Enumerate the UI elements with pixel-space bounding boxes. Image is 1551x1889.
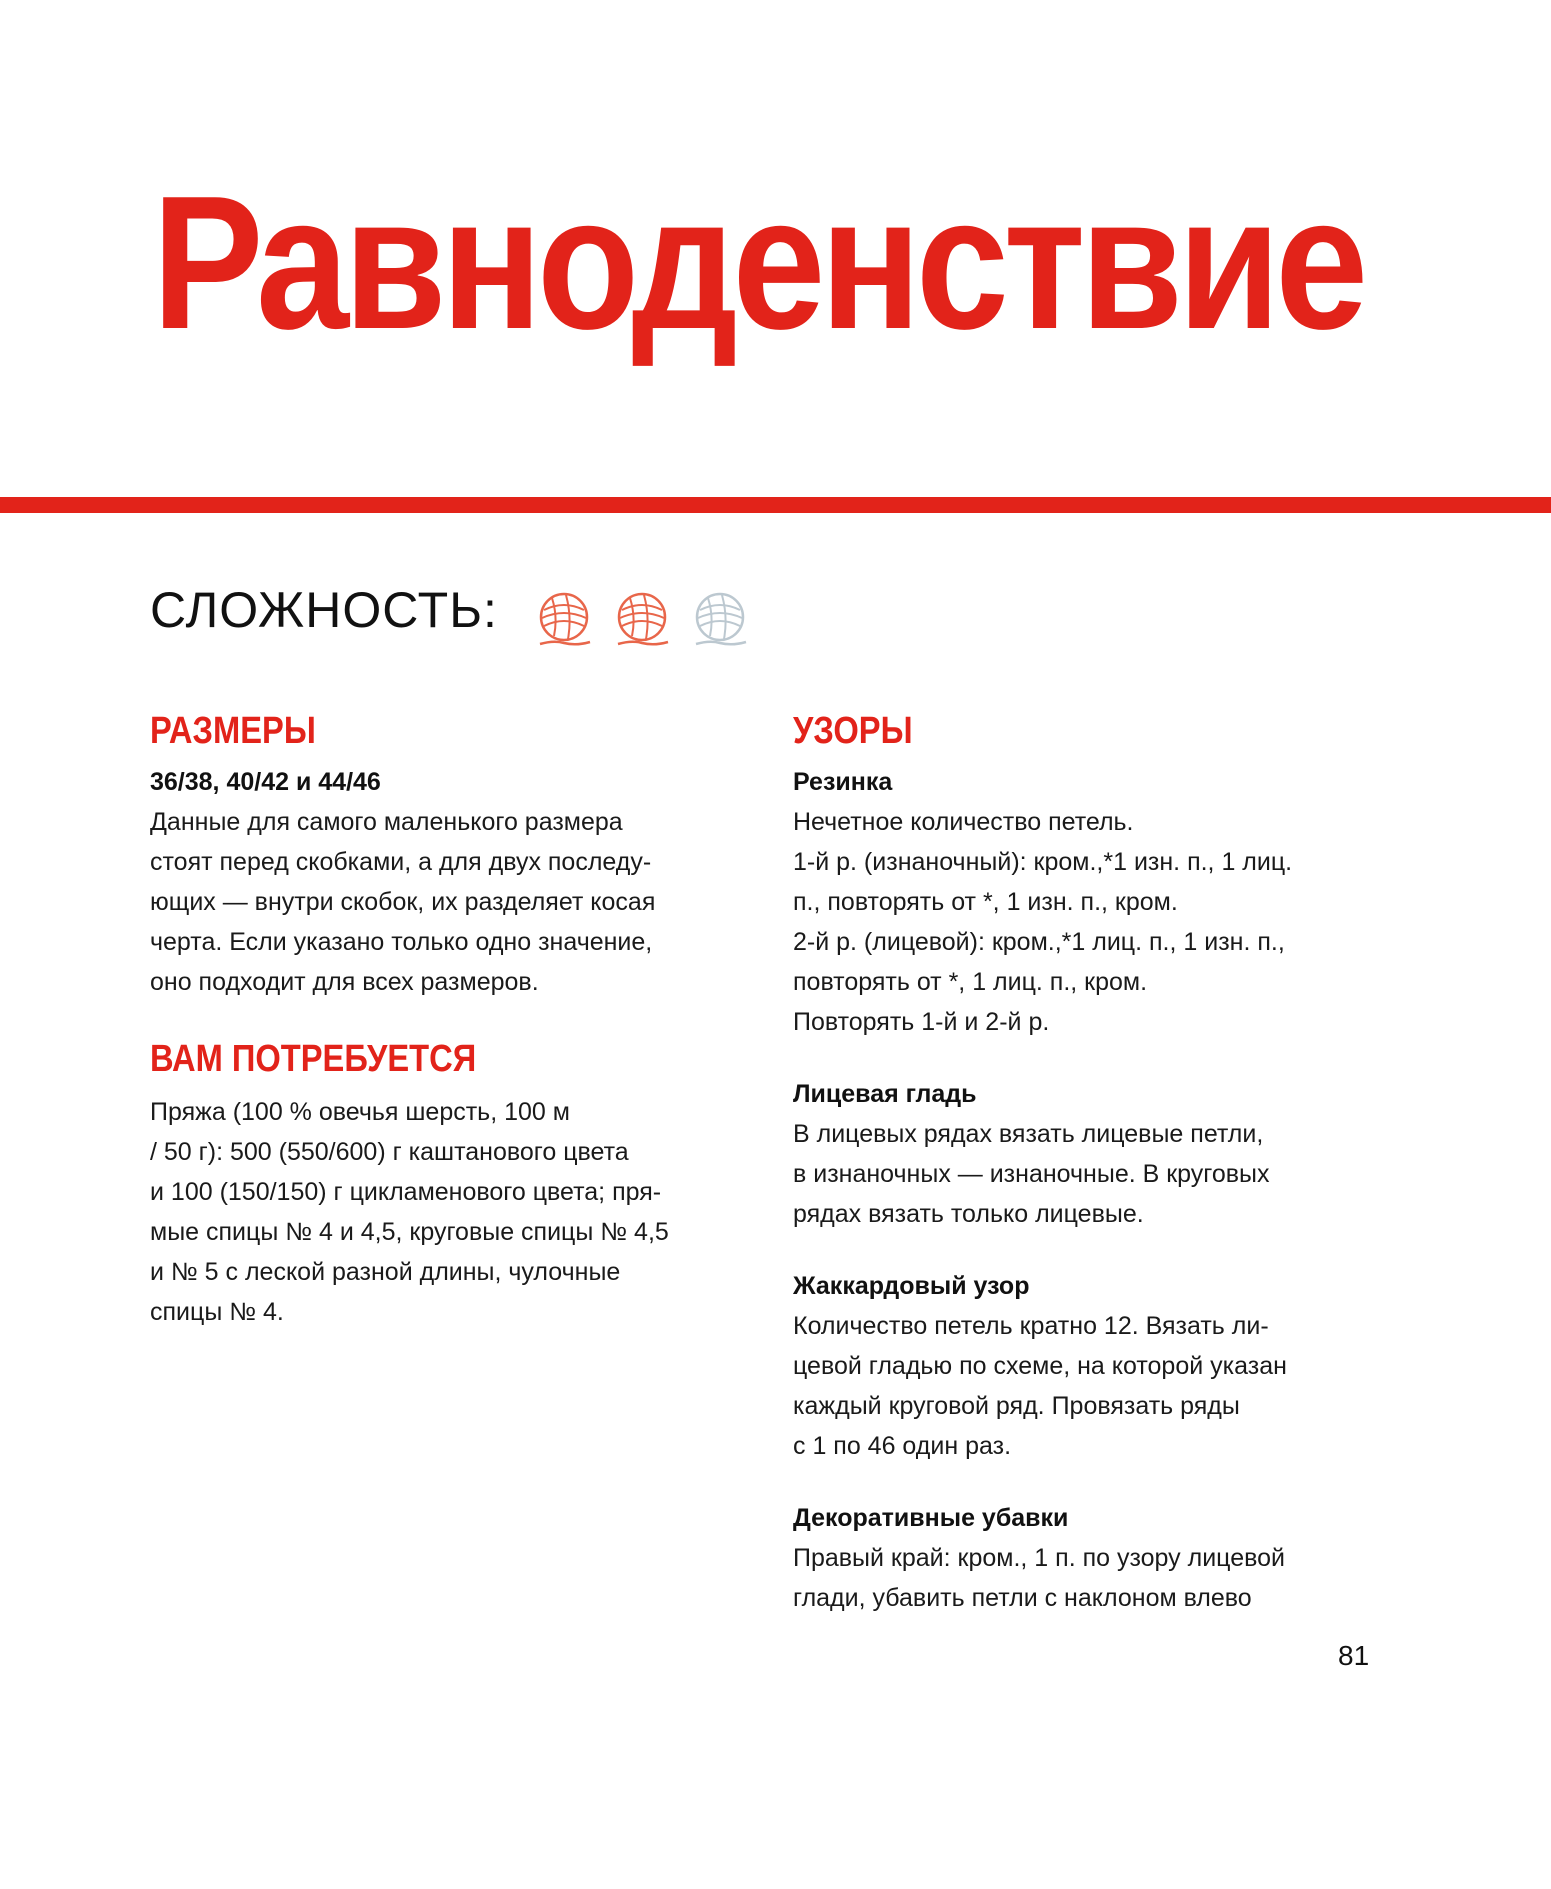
text-line: Количество петель кратно 12. Вязать ли-: [793, 1312, 1269, 1340]
complexity-rating: [150, 570, 748, 650]
sizes-heading: РАЗМЕРЫ: [150, 710, 316, 752]
yarn-ball-icon: [692, 590, 748, 650]
text-line: Правый край: кром., 1 п. по узору лицевой: [793, 1544, 1285, 1572]
rib-title: Резинка: [793, 768, 893, 796]
text-line: Повторять 1-й и 2-й р.: [793, 1008, 1050, 1036]
text-line: повторять от *, 1 лиц. п., кром.: [793, 968, 1148, 996]
text-line: Данные для самого маленького размера: [150, 808, 623, 836]
decreases-title: Декоративные убавки: [793, 1504, 1069, 1532]
materials-text: [150, 1092, 730, 1332]
right-column: [793, 712, 1373, 1618]
text-line: и 100 (150/150) г цикламенового цвета; пря-: [150, 1178, 662, 1206]
text-line: мые спицы № 4 и 4,5, круговые спицы № 4,5: [150, 1218, 669, 1246]
text-line: В лицевых рядах вязать лицевые петли,: [793, 1120, 1264, 1148]
jacquard-title: Жаккардовый узор: [793, 1272, 1030, 1300]
text-line: рядах вязать только лицевые.: [793, 1200, 1144, 1228]
text-line: каждый круговой ряд. Провязать ряды: [793, 1392, 1240, 1420]
text-line: Нечетное количество петель.: [793, 808, 1134, 836]
complexity-label: СЛОЖНОСТЬ:: [150, 582, 498, 638]
text-line: оно подходит для всех размеров.: [150, 968, 539, 996]
page-title: Равноденствие: [152, 157, 1363, 369]
text-line: п., повторять от *, 1 изн. п., кром.: [793, 888, 1178, 916]
page-number: 81: [1338, 1640, 1370, 1671]
text-line: в изнаночных — изнаночные. В круговых: [793, 1160, 1270, 1188]
yarn-ball-icon: [536, 590, 592, 650]
text-line: Пряжа (100 % овечья шерсть, 100 м: [150, 1098, 570, 1126]
text-line: стоят перед скобками, а для двух последу-: [150, 848, 652, 876]
materials-heading: ВАМ ПОТРЕБУЕТСЯ: [150, 1038, 477, 1080]
text-line: цевой гладью по схеме, на которой указан: [793, 1352, 1287, 1380]
text-line: с 1 по 46 один раз.: [793, 1432, 1012, 1460]
stockinette-title: Лицевая гладь: [793, 1080, 977, 1108]
sizes-text: [150, 802, 730, 1002]
text-line: 2-й р. (лицевой): кром.,*1 лиц. п., 1 изн. п.,: [793, 928, 1285, 956]
text-line: черта. Если указано только одно значение,: [150, 928, 653, 956]
text-line: ющих — внутри скобок, их разделяет косая: [150, 888, 656, 916]
text-line: и № 5 с леской разной длины, чулочные: [150, 1258, 621, 1286]
yarn-ball-icon: [614, 590, 670, 650]
patterns-heading: УЗОРЫ: [793, 710, 913, 752]
complexity-balls: [536, 590, 748, 650]
text-line: глади, убавить петли с наклоном влево: [793, 1584, 1252, 1612]
text-line: / 50 г): 500 (550/600) г каштанового цвета: [150, 1138, 629, 1166]
title-divider: [0, 497, 1551, 513]
left-column: [150, 712, 730, 1332]
text-line: спицы № 4.: [150, 1298, 284, 1326]
sizes-values: 36/38, 40/42 и 44/46: [150, 768, 381, 796]
text-line: 1-й р. (изнаночный): кром.,*1 изн. п., 1 лиц.: [793, 848, 1293, 876]
